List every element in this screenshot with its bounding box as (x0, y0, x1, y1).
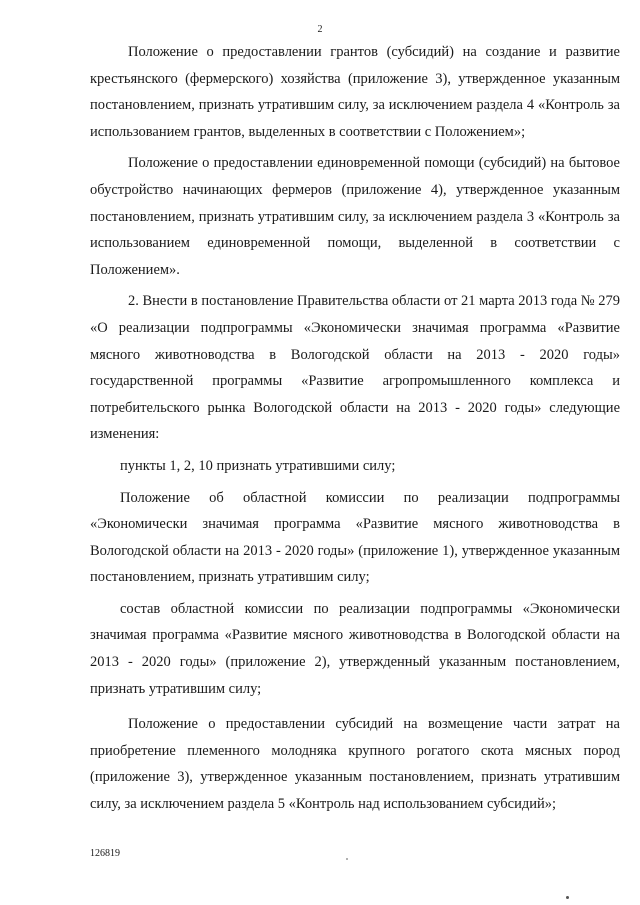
paragraph-commission-composition: состав областной комиссии по реализации подпрограммы «Экономически значимая программа «Развитие мясного животноводства в Вологодской области на 2013 - 2020 годы» (приложение 2), утвержденный указанным постановлением, признать утратившим силу; (90, 600, 620, 697)
paragraph-points-void: пункты 1, 2, 10 признать утратившими силу; (120, 457, 396, 474)
page-number: 2 (317, 24, 323, 35)
paragraph-lump-sum-aid: Положение о предоставлении единовременной помощи (субсидий) на бытовое обустройство начинающих фермеров (приложение 4), утвержденное указанным постановлением, признать утратившим силу, за исключением раздела 3 «Контроль за использованием единовременной помощи, выделенной в соответствии с Положением». (90, 155, 620, 278)
scan-dot (566, 896, 569, 899)
paragraph-commission-regulation: Положение об областной комиссии по реализации подпрограммы «Экономически значимая программа «Развитие мясного животноводства в Вологодской области на 2013 - 2020 годы» (приложение 1), утвержденное указанным постановлением, признать утратившим силу; (90, 489, 620, 586)
document-code: 126819 (90, 848, 120, 859)
document-body (90, 39, 620, 818)
paragraph-subsidy-regulation: Положение о предоставлении субсидий на возмещение части затрат на приобретение племенного молодняка крупного рогатого скота мясных пород (приложение 3), утвержденное указанным постановлением, признать утратившим силу, за исключением раздела 5 «Контроль над использованием субсидий»; (90, 716, 620, 813)
scan-speck (346, 858, 348, 860)
paragraph-amendment-279: 2. Внести в постановление Правительства области от 21 марта 2013 года № 279 «О реализации подпрограммы «Экономически значимая программа «Развитие мясного животноводства в Вологодской области на 2013 - 2020 годы» государственной программы «Развитие агропромышленного комплекса и потребительского рынка Вологодской области на 2013 - 2020 годы» следующие изменения: (90, 293, 620, 443)
paragraph-grants-regulation: Положение о предоставлении грантов (субсидий) на создание и развитие крестьянского (фермерского) хозяйства (приложение 3), утвержденное указанным постановлением, признать утратившим силу, за исключением раздела 4 «Контроль за использованием грантов, выделенных в соответствии с Положением»; (90, 44, 620, 140)
